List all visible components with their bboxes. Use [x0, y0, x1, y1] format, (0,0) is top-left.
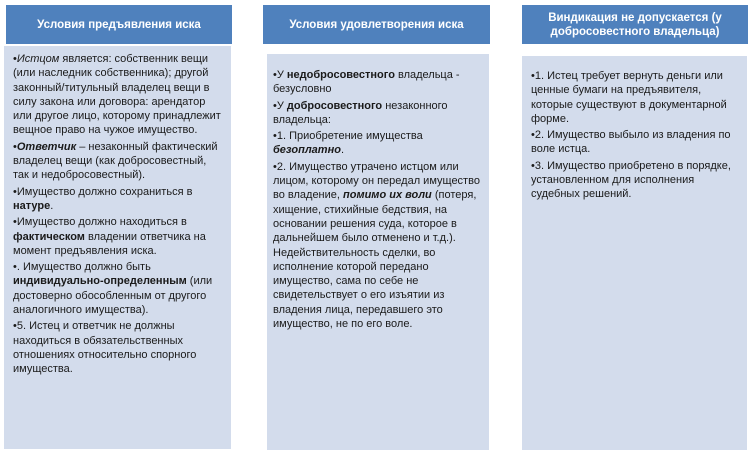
list-item: •1. Истец требует вернуть деньги или ценные бумаги на предъявителя, которые существуют в документарной форме. [531, 70, 727, 125]
column-header [6, 5, 232, 44]
column-header [522, 5, 748, 44]
list-item: •Истцом является: собственник вещи (или наследник собственника); другой законный/титульный владелец вещи в силу закона или договора: арендатор или другое лицо, которому принадлежит вещное право на чужое имущество. [13, 53, 221, 137]
list-item: •2. Имущество утрачено истцом или лицом, которому он передал имущество во владение, помимо их воли (потеря, хищение, стихийные бедствия, на основании решения суда, которое в дальнейшем было отменено и т.д.). Недействительность сделки, во исполнение которой передано имущество, сама по себе не свидетельствует о его изъятии из владения лица, передавшего это имущество, не по его воле. [273, 160, 480, 331]
column-body [267, 54, 489, 450]
column-body [522, 56, 747, 450]
list-item: •У добросовестного незаконного владельца: [273, 99, 448, 126]
column-title: Условия удовлетворения иска [289, 18, 464, 31]
list-item: •. Имущество должно быть индивидуально-определенным (или достоверно обособленным от другого аналогичного имущества). [13, 261, 213, 317]
list-item: •2. Имущество выбыло из владения по воле истца. [531, 129, 731, 156]
column-header [263, 5, 490, 44]
list-item: •5. Истец и ответчик не должны находиться в обязательственных отношениях относительно спорного имущества. [13, 320, 197, 376]
column-title: Виндикация не допускается (у добросовестного владельца) [548, 11, 722, 38]
list-item: •Имущество должно сохраниться в натуре. [13, 185, 193, 212]
list-item: •У недобросовестного владельца - безусловно [273, 69, 460, 96]
column-title: Условия предъявления иска [37, 18, 201, 31]
list-item: •Имущество должно находиться в фактическом владении ответчика на момент предъявления иска. [13, 216, 206, 257]
list-item: •Ответчик – незаконный фактический владелец вещи (как добросовестный, так и недобросовестный). [13, 140, 218, 182]
column-body [4, 46, 231, 449]
list-item: •3. Имущество приобретено в порядке, установленном для исполнения судебных решений. [531, 159, 731, 201]
list-item: •1. Приобретение имущества безоплатно. [273, 130, 423, 157]
